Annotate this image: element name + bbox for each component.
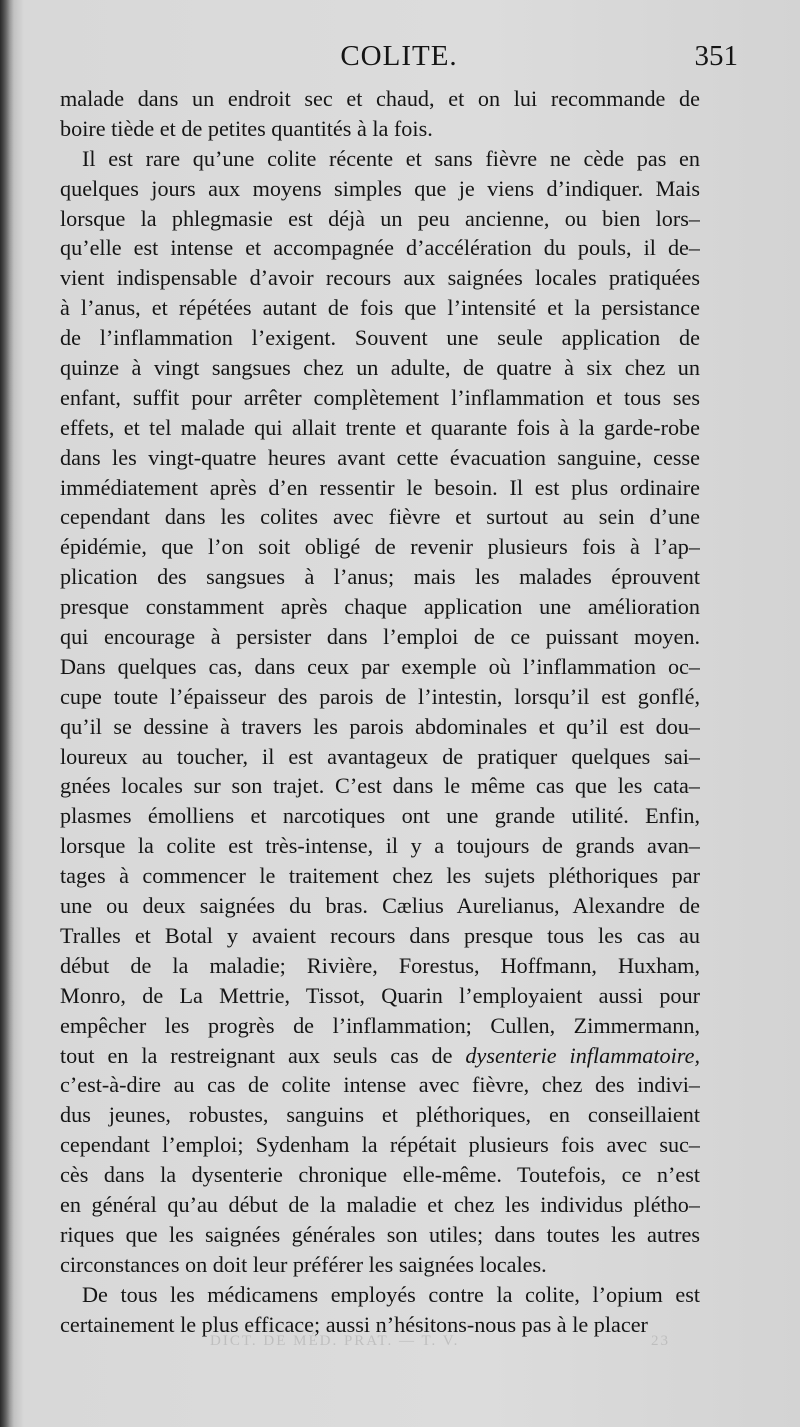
text-line: cependant dans les colites avec fièvre et surtout au sein d’une — [60, 504, 700, 530]
text-line: enfant, suffit pour arrêter complètement l’inflammation et tous ses — [60, 384, 700, 410]
page-number: 351 — [694, 40, 738, 72]
text-line: effets, et tel malade qui allait trente et quarante fois à la garde-robe — [60, 414, 700, 440]
text-line: De tous les médicamens employés contre la colite, l’opium est — [82, 1281, 700, 1307]
text-line: une ou deux saignées du bras. Cælius Aurelianus, Alexandre de — [60, 893, 700, 919]
text-line: Il est rare qu’une colite récente et sans fièvre ne cède pas en — [82, 145, 700, 171]
text-line: début de la maladie; Rivière, Forestus, Hoffmann, Huxham, — [60, 952, 700, 978]
text-line: qu’il se dessine à travers les parois abdominales et qu’il est dou– — [60, 713, 700, 739]
text-line: Tralles et Botal y avaient recours dans presque tous les cas au — [60, 922, 700, 948]
text-line: gnées locales sur son trajet. C’est dans le même cas que les cata– — [60, 773, 700, 799]
text-line: cependant l’emploi; Sydenham la répétait plusieurs fois avec suc– — [60, 1132, 700, 1158]
text-line: certainement le plus efficace; aussi n’hésitons-nous pas à le placer — [60, 1311, 648, 1337]
text-line: dans les vingt-quatre heures avant cette évacuation sanguine, cesse — [60, 444, 700, 470]
text-line: malade dans un endroit sec et chaud, et on lui recommande de — [60, 86, 700, 111]
text-line: de l’inflammation l’exigent. Souvent une seule application de — [60, 325, 700, 351]
text-line: immédiatement après d’en ressentir le besoin. Il est plus ordinaire — [60, 474, 700, 500]
text-line: Monro, de La Mettrie, Tissot, Quarin l’employaient aussi pour — [60, 982, 700, 1008]
text-line: vient indispensable d’avoir recours aux saignées locales pratiquées — [60, 265, 700, 291]
running-title: COLITE. — [340, 40, 458, 72]
text-line: plasmes émolliens et narcotiques ont une grande utilité. Enfin, — [60, 803, 700, 829]
signature-number: 23 — [651, 1333, 670, 1349]
text-line: loureux au toucher, il est avantageux de pratiquer quelques sai– — [60, 743, 700, 769]
text-line: quelques jours aux moyens simples que je viens d’indiquer. Mais — [60, 175, 700, 201]
body-text — [60, 84, 700, 1339]
show-through-signature — [210, 1333, 670, 1350]
signature-left: DICT. DE MÉD. PRAT. — T. V. — [210, 1333, 460, 1349]
text-line: quinze à vingt sangsues chez un adulte, de quatre à six chez un — [60, 355, 700, 381]
text-line: riques que les saignées générales son utiles; dans toutes les autres — [60, 1221, 700, 1247]
text-line: lorsque la phlegmasie est déjà un peu ancienne, ou bien lors– — [60, 205, 700, 231]
text-line: empêcher les progrès de l’inflammation; Cullen, Zimmermann, — [60, 1012, 700, 1038]
text-line: épidémie, que l’on soit obligé de revenir plusieurs fois à l’ap– — [60, 534, 700, 560]
text-line: circonstances on doit leur préférer les saignées locales. — [60, 1251, 547, 1277]
text-line: plication des sangsues à l’anus; mais les malades éprouvent — [60, 564, 700, 590]
text-line: dus jeunes, robustes, sanguins et pléthoriques, en conseillaient — [60, 1102, 700, 1128]
text-line: à l’anus, et répétées autant de fois que l’intensité et la persistance — [60, 295, 700, 321]
text-line: Dans quelques cas, dans ceux par exemple où l’inflammation oc– — [60, 653, 700, 679]
text-line: cupe toute l’épaisseur des parois de l’intestin, lorsqu’il est gonflé, — [60, 683, 700, 709]
text-line: en général qu’au début de la maladie et chez les individus plétho– — [60, 1191, 700, 1217]
page-header — [60, 40, 738, 80]
text-line: lorsque la colite est très-intense, il y a toujours de grands avan– — [60, 833, 700, 859]
text-line: boire tiède et de petites quantités à la fois. — [60, 115, 433, 141]
text-line: c’est-à-dire au cas de colite intense avec fièvre, chez des indivi– — [60, 1072, 700, 1098]
text-line: qu’elle est intense et accompagnée d’accélération du pouls, il de– — [60, 235, 700, 261]
text-line: tages à commencer le traitement chez les sujets pléthoriques par — [60, 863, 700, 889]
binding-shadow — [0, 0, 14, 1427]
text-line: cès dans la dysenterie chronique elle-même. Toutefois, ce n’est — [60, 1162, 700, 1188]
text-line: qui encourage à persister dans l’emploi de ce puissant moyen. — [60, 624, 700, 650]
text-line: presque constamment après chaque application une amélioration — [60, 594, 700, 620]
text-line: tout en la restreignant aux seuls cas de dysenterie inflammatoire, — [60, 1042, 700, 1068]
